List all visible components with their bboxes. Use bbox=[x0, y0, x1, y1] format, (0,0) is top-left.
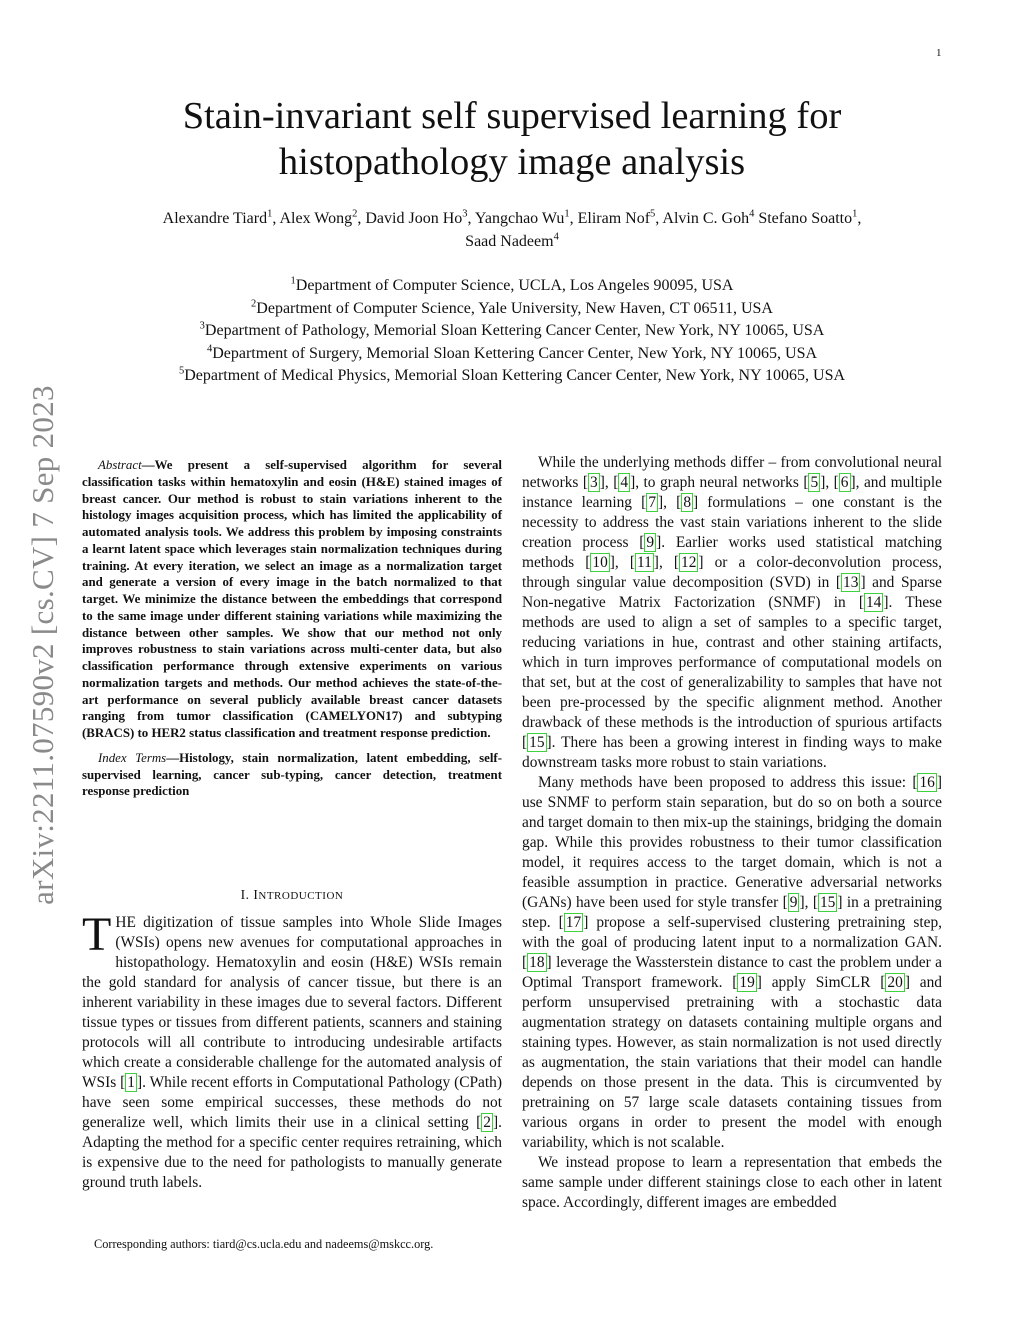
citation-link[interactable]: 11 bbox=[636, 554, 652, 571]
author bbox=[465, 233, 559, 250]
author-affiliation-number: 1 bbox=[852, 208, 858, 220]
author-affiliation-number: 2 bbox=[352, 208, 358, 220]
index-terms-text: —Histology, stain normalization, latent embedding, self-supervised learning, cancer sub-typing, cancer detection, treatment response prediction bbox=[82, 750, 502, 799]
affiliation bbox=[80, 275, 944, 298]
author-name: David Joon Ho bbox=[365, 210, 463, 227]
author bbox=[475, 210, 570, 227]
citation-link[interactable]: 9 bbox=[789, 894, 798, 911]
citation-link[interactable]: 2 bbox=[483, 1114, 491, 1131]
citation-link[interactable]: 20 bbox=[887, 974, 903, 991]
drop-cap: T bbox=[82, 908, 112, 961]
citation-link[interactable]: 15 bbox=[819, 894, 836, 911]
arxiv-identifier: arXiv:2211.07590v2 [cs.CV] 7 Sep 2023 bbox=[25, 385, 60, 905]
affiliation-number: 4 bbox=[206, 343, 213, 355]
affiliation bbox=[80, 320, 944, 343]
title-line: histopathology image analysis bbox=[278, 141, 746, 183]
author-name: Yangchao Wu bbox=[474, 210, 565, 227]
section-title-rest: NTRODUCTION bbox=[258, 890, 344, 902]
citation-link[interactable]: 17 bbox=[565, 914, 582, 931]
affiliation bbox=[80, 365, 944, 388]
paragraph: Many methods have been proposed to address this issue: [ 16 ] use SNMF to perform stain separation, but do so on both a source and target domain to then mix-up the stainings, bridging the domain gap. While this provides robustness to their tumor classification model, it requires access to the target domain, which is not a feasible assumption in practice. Generative adversarial networks (GANs) have been used for style transfer [ 9 ], [ 15 ] in a pretraining step. [ 17 ] propose a self-supervised clustering pretraining step, with the goal of producing latent input to a normalization GAN. [ 18 ] leverage the Wassterstein distance to cast the problem under a Optimal Transport framework. [ 19 ] apply SimCLR [ 20 ] and perform unsupervised pretraining with a stochastic data augmentation strategy on datasets containing multiple organs and staining types. However, as stain normalization is not used directly as augmentation, the stain variations that their model can handle depends on those present in the data. This is circumvented by pretraining on 57 large scale datasets containing tissues from various organs in order to present the model with enough variability, which is not scalable. bbox=[522, 774, 942, 1151]
abstract bbox=[82, 457, 502, 800]
author-name: Alexandre Tiard bbox=[162, 210, 268, 227]
author-affiliation-number: 1 bbox=[564, 208, 570, 220]
affiliation-list bbox=[80, 275, 944, 388]
citation-link[interactable]: 13 bbox=[843, 574, 859, 591]
abstract-text: —We present a self-supervised algorithm for several classification tasks within hematoxylin and eosin (H&E) stained images of breast cancer. Our method is robust to stain variations inherent to the histology images acquisition process, which has limited the applicability of automated analysis tools. We address this problem by imposing constraints a learnt latent space which leverages stain normalization techniques during training. At every iteration, we select an image as a normalization target and generate a version of every image in the batch normalized to that target. We minimize the distance between the embeddings that correspond to the same image under different staining variations while maximizing the distance between other samples. We show that our method not only improves robustness to stain variations across multi-center data, but also classification performance through extensive experiments on various normalization targets and methods. Our method achieves the state-of-the-art performance on several publicly available breast cancer datasets ranging from tumor classification (CAMELYON17) and subtyping (BRACS) to HER2 status classification and treatment response prediction. bbox=[82, 458, 502, 740]
index-terms-label: Index Terms bbox=[98, 750, 167, 765]
section-title-initial: I bbox=[253, 887, 259, 902]
author-name: Stefano Soatto bbox=[758, 210, 853, 227]
section-heading bbox=[82, 887, 502, 903]
citation-link[interactable]: 19 bbox=[739, 974, 755, 991]
author-affiliation-number: 1 bbox=[267, 208, 273, 220]
author bbox=[279, 210, 357, 227]
paragraph: While the underlying methods differ – from convolutional neural networks [ 3 ], [ 4 ], to graph neural networks [ 5 ], [ 6 ], and multiple instance learning [ 7 ], [ 8 ] formulations – one constant is the necessity to address the vast stain variations inherent to the slide creation process [ 9 ]. Earlier works used statistical matching methods [ 10 ], [ 11 ], [ 12 ] or a color-deconvolution process, through singular value decomposition (SVD) in [ 13 ] and Sparse Non-negative Matrix Factorization (SNMF) in [ 14 ]. These methods are used to align a set of samples to a specific target, reducing variations in hue, contrast and other staining artifacts, which in turn improves performance of computational models on that set, but at the cost of generalizability to samples that have not been pre-processed by the specific alignment method. Another drawback of these methods is the introduction of spurious artifacts [ 15 ]. There has been a growing interest in finding ways to make downstream tasks more robust to stain variations. bbox=[522, 454, 943, 771]
citation-link[interactable]: 5 bbox=[810, 474, 819, 491]
intro-text: digitization of tissue samples into Whole Slide Images (WSIs) opens new avenues for computational approaches in histopathology. Hematoxylin and eosin (H&E) WSIs remain the gold standard for analysis of cancer tissue, but there is an inherent variability in these images due to several factors. Different tissue types or tissues from different patients, scanners and staining protocols will all contribute to introducing undesirable artifacts which create a considerable challenge for the automated analysis of WSIs [ 1 ]. While recent efforts in Computational Pathology (CPath) have seen some empirical successes, these methods do not generalize well, which limits their use in a clinical setting [ 2 ]. Adapting the method for a specific center requires retraining, which is expensive due to the need for pathologists to manually generate ground truth labels. bbox=[82, 914, 502, 1191]
citation-link[interactable]: 12 bbox=[681, 554, 697, 571]
intro-lead: HE bbox=[115, 914, 136, 931]
citation-link[interactable]: 10 bbox=[592, 554, 608, 571]
paragraph: We instead propose to learn a representation that embeds the same sample under different stainings close to each other in latent space. Accordingly, different images are embedded bbox=[522, 1154, 942, 1211]
citation-link[interactable]: 8 bbox=[683, 494, 692, 511]
section-number: I. bbox=[240, 887, 250, 902]
author bbox=[758, 210, 857, 227]
author bbox=[662, 210, 754, 227]
affiliation-number: 3 bbox=[199, 320, 205, 332]
author-affiliation-number: 3 bbox=[462, 208, 468, 220]
paper-title bbox=[0, 93, 1024, 185]
author-name: Saad Nadeem bbox=[465, 233, 554, 250]
author-name: Alex Wong bbox=[279, 210, 353, 227]
citation-link[interactable]: 1 bbox=[127, 1074, 135, 1091]
author bbox=[578, 210, 656, 227]
affiliation-text: Department of Pathology, Memorial Sloan Kettering Cancer Center, New York, NY 10065, USA bbox=[204, 322, 825, 339]
affiliation bbox=[80, 343, 944, 366]
citation-link[interactable]: 6 bbox=[840, 474, 849, 491]
author-list: Alexandre Tiard$^1$, Alex Wong$^2$, David Joon Ho$^3$, Yangchao Wu$^1$, Eliram Nof$^5$, Alvin C. Goh$^4$ Stefano Soatto$^1$, Saad Nadeem$^4$ bbox=[162, 208, 862, 250]
citation-link[interactable]: 14 bbox=[865, 594, 882, 611]
author-name: Alvin C. Goh bbox=[662, 210, 750, 227]
affiliation-text: Department of Medical Physics, Memorial Sloan Kettering Cancer Center, New York, NY 10065, USA bbox=[184, 367, 846, 384]
citation-link[interactable]: 9 bbox=[646, 534, 655, 551]
author bbox=[365, 210, 467, 227]
citation-link[interactable]: 3 bbox=[590, 474, 598, 491]
page-number: 1 bbox=[936, 47, 942, 59]
author bbox=[163, 210, 273, 227]
affiliation bbox=[80, 298, 944, 321]
footnote: Corresponding authors: tiard@cs.ucla.edu and nadeems@mskcc.org. bbox=[94, 1237, 434, 1251]
right-column bbox=[522, 453, 942, 1213]
citation-link[interactable]: 4 bbox=[620, 474, 629, 491]
citation-link[interactable]: 7 bbox=[648, 494, 657, 511]
affiliation-text: Department of Computer Science, UCLA, Los Angeles 90095, USA bbox=[295, 277, 734, 294]
abstract-label: Abstract bbox=[98, 458, 142, 472]
affiliation-number: 5 bbox=[178, 365, 185, 377]
title-line: Stain-invariant self supervised learning for bbox=[182, 95, 842, 137]
introduction bbox=[82, 908, 502, 1193]
citation-link[interactable]: 16 bbox=[919, 774, 935, 791]
citation-link[interactable]: 15 bbox=[529, 734, 545, 751]
affiliation-text: Department of Surgery, Memorial Sloan Kettering Cancer Center, New York, NY 10065, USA bbox=[212, 344, 818, 362]
citation-link[interactable]: 18 bbox=[529, 954, 545, 971]
author-name: Eliram Nof bbox=[577, 210, 651, 227]
affiliation-number: 1 bbox=[290, 275, 296, 287]
author-affiliation-number: 5 bbox=[650, 208, 656, 220]
author-affiliation-number: 4 bbox=[749, 208, 755, 220]
author-affiliation-number: 4 bbox=[553, 231, 559, 243]
affiliation-number: 2 bbox=[251, 298, 257, 310]
affiliation-text: Department of Computer Science, Yale University, New Haven, CT 06511, USA bbox=[256, 299, 773, 317]
